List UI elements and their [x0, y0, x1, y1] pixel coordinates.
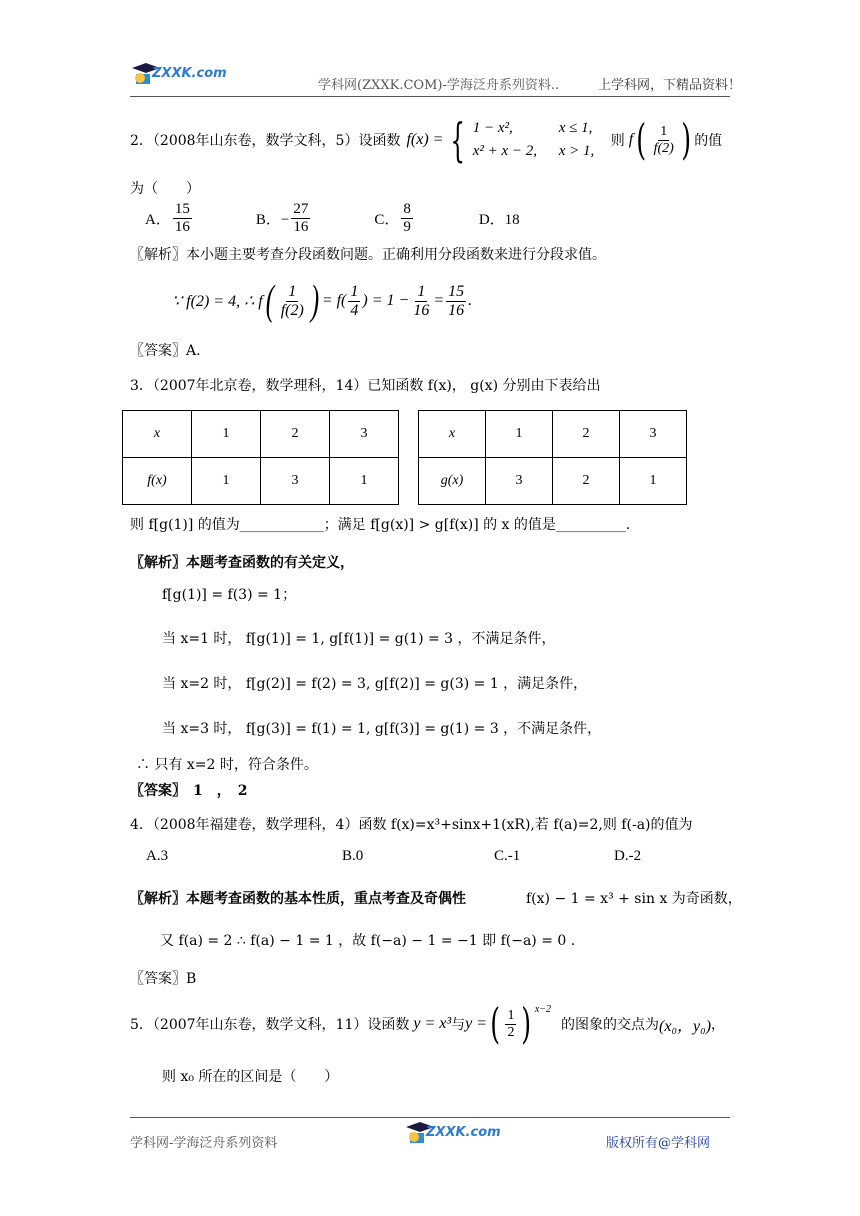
q2-case1-expr: 1 − x², — [472, 120, 513, 136]
q4-opt-a: A.3 — [146, 848, 169, 864]
q2-calc-c: ) = 1 − — [362, 292, 410, 309]
q2-analysis: 〖解析〗本小题主要考查分段函数问题。正确利用分段函数来进行分段求值。 — [130, 247, 606, 263]
q2-fx: f(x) = — [406, 131, 444, 148]
q3-line1: f[g(1)] = f(3) = 1； — [162, 587, 297, 603]
q2-opt-c-den: 9 — [403, 218, 411, 235]
q2-opt-b-den: 16 — [293, 218, 309, 235]
q2-line2: 为（ ） — [130, 181, 200, 197]
header-right-text: 上学科网，下精品资料！ — [598, 78, 742, 93]
q2-then: 则 — [610, 133, 625, 149]
table-cell: g(x) — [419, 458, 486, 505]
q3-line2: 当 x=1 时， f[g(1)] = 1, g[f(1)] = g(1) = 3 ，不满足条件， — [162, 631, 556, 647]
q2-case2-expr: x² + x − 2, — [472, 143, 538, 159]
q5-point: (x₀，y₀) — [659, 1017, 712, 1035]
q2-frac-den: f(2) — [653, 140, 674, 156]
q2-stem — [130, 110, 722, 170]
q2-lparen: ( — [636, 115, 647, 164]
q5-lparen: ( — [490, 999, 501, 1048]
q2-calc-b: = f( — [321, 292, 347, 309]
q4-line1: 又 f(a) = 2 ∴ f(a) − 1 = 1 ，故 f(−a) − 1 = −1 即 f(−a) = 0 . — [160, 933, 576, 949]
q2-frac116-den: 16 — [413, 301, 430, 319]
q2-prefix: 2．（2008年山东卷，数学文科，5）设函数 — [130, 133, 401, 149]
q4-opt-d: D.-2 — [614, 848, 642, 864]
table-cell: 1 — [620, 458, 687, 505]
q2-frac1516-den: 16 — [448, 301, 465, 319]
table-cell: 2 — [553, 411, 620, 458]
q2-opt-b-label: B．− — [255, 211, 290, 228]
q2-calc-a: ∵ f(2) = 4, ∴ f — [172, 293, 263, 310]
q4-analysis-b: f(x) − 1 = x³ + sin x 为奇函数， — [526, 891, 742, 907]
q2-calc-d: = — [433, 292, 445, 309]
q3-table-g — [418, 410, 687, 505]
q2-frac — [652, 124, 676, 156]
q2-calc-e: . — [468, 292, 473, 309]
q4-answer: 〖答案〗B — [130, 971, 197, 987]
q5-eq2: y = — [465, 1015, 488, 1032]
q2-rparen: ) — [681, 115, 691, 164]
q2-opt-b-num: 27 — [293, 201, 309, 217]
q2-answer: 〖答案〗A. — [130, 343, 201, 359]
table-cell: 3 — [330, 411, 399, 458]
q2-calc-frac14 — [348, 283, 360, 319]
q5-title-c: ， — [711, 1017, 726, 1033]
q2-frac1516-num: 15 — [448, 282, 465, 300]
footer-rule — [130, 1117, 730, 1118]
header-center-text: 学科网(ZXXK.COM)-学海泛舟系列资料.. — [318, 78, 560, 93]
table-cell: x — [419, 411, 486, 458]
q2-suffix: 的值 — [694, 133, 723, 149]
q5-frac — [505, 1008, 516, 1040]
q2-opt-a-frac — [173, 201, 192, 235]
footer-left-text: 学科网-学海泛舟系列资料 — [130, 1136, 278, 1151]
table-cell: 1 — [192, 411, 261, 458]
q5-exponent: x−2 — [534, 1004, 552, 1015]
q2-case2-cond: x > 1, — [558, 143, 595, 159]
q2-opt-c-frac — [401, 201, 413, 235]
q2-opt-b-frac — [291, 201, 310, 235]
q3-title: 3．（2007年北京卷，数学理科，14）已知函数 f(x)， g(x) 分别由下表给出 — [130, 378, 601, 394]
q2-frac116-num: 1 — [417, 282, 426, 300]
table-cell: 3 — [261, 458, 330, 505]
q4-title: 4．（2008年福建卷，数学理科，4）函数 f(x)=x³+sinx+1(xR),若 f(a)=2,则 f(-a)的值为 — [130, 817, 693, 833]
q2-calc-frac1516 — [446, 283, 466, 319]
q3-fill-line: 则 f[g(1)] 的值为____________；满足 f[g(x)] > g[f(x)] 的 x 的值是__________. — [130, 517, 631, 533]
table-cell: 2 — [261, 411, 330, 458]
q5-eq1: y = x³ — [413, 1015, 452, 1032]
q2-frac14-den: 4 — [350, 301, 359, 319]
q4-opt-b: B.0 — [342, 848, 364, 864]
q5-rparen: ) — [521, 999, 532, 1048]
q5-frac-num: 1 — [507, 1008, 515, 1024]
q5-title-b: 的图象的交点为 — [561, 1017, 660, 1033]
footer-right-text: 版权所有@学科网 — [606, 1136, 711, 1151]
q2-calc-frac116 — [411, 283, 431, 319]
footer-logo: ZXXK.com — [404, 1120, 499, 1146]
q2-frac-num: 1 — [660, 124, 668, 140]
q3-analysis: 〖解析〗本题考查函数的有关定义， — [130, 555, 354, 571]
table-cell: f(x) — [123, 458, 192, 505]
table-cell: 1 — [330, 458, 399, 505]
q3-answer: 〖答案〗 1 ， 2 — [130, 783, 248, 799]
q3-table-f — [122, 410, 399, 505]
q2-case1-cond: x ≤ 1, — [558, 120, 593, 136]
q5-mid: 与 — [451, 1017, 466, 1033]
q4-analysis-a: 〖解析〗本题考查函数的基本性质，重点考查及奇偶性 — [130, 891, 466, 907]
table-cell: x — [123, 411, 192, 458]
q2-frac14-num: 1 — [350, 282, 359, 300]
q2-calc-frac-den: f(2) — [280, 301, 304, 319]
table-cell: 3 — [620, 411, 687, 458]
q2-opt-a-den: 16 — [174, 218, 190, 235]
q2-opt-c-num: 8 — [403, 201, 411, 217]
q5-title — [130, 1000, 725, 1048]
q5-title-a: 5．（2007年山东卷，数学文科，11）设函数 — [130, 1017, 410, 1033]
q2-calc-frac — [279, 283, 306, 319]
q5-frac-den: 2 — [507, 1024, 515, 1040]
q5-line2: 则 x₀ 所在的区间是（ ） — [162, 1069, 339, 1085]
q2-f: f — [628, 131, 634, 148]
q3-line5: ∴ 只有 x=2 时，符合条件。 — [136, 757, 318, 773]
q2-opt-a-label: A． — [145, 211, 171, 228]
table-cell: 1 — [486, 411, 553, 458]
q3-line4: 当 x=3 时， f[g(3)] = f(1) = 1, g[f(3)] = g(1) = 3 ，不满足条件， — [162, 721, 602, 737]
q2-calc-rparen: ) — [310, 278, 320, 324]
q3-line3: 当 x=2 时， f[g(2)] = f(2) = 3, g[f(2)] = g(3) = 1 ，满足条件， — [162, 676, 588, 692]
q2-brace: { — [450, 113, 466, 167]
header-rule — [130, 96, 730, 97]
q4-opt-c: C.-1 — [494, 848, 521, 864]
q2-calc-frac-num: 1 — [288, 282, 297, 300]
q2-opt-c-label: C． — [374, 211, 400, 228]
q2-options — [145, 196, 520, 240]
table-cell: 3 — [486, 458, 553, 505]
q2-opt-a-num: 15 — [174, 201, 190, 217]
header-logo: ZXXK.com — [130, 60, 225, 88]
q2-piecewise — [473, 120, 609, 160]
q2-opt-d: D．18 — [478, 211, 520, 228]
q2-calc-lparen: ( — [265, 278, 274, 324]
q2-calc — [172, 276, 472, 326]
table-cell: 2 — [553, 458, 620, 505]
table-cell: 1 — [192, 458, 261, 505]
